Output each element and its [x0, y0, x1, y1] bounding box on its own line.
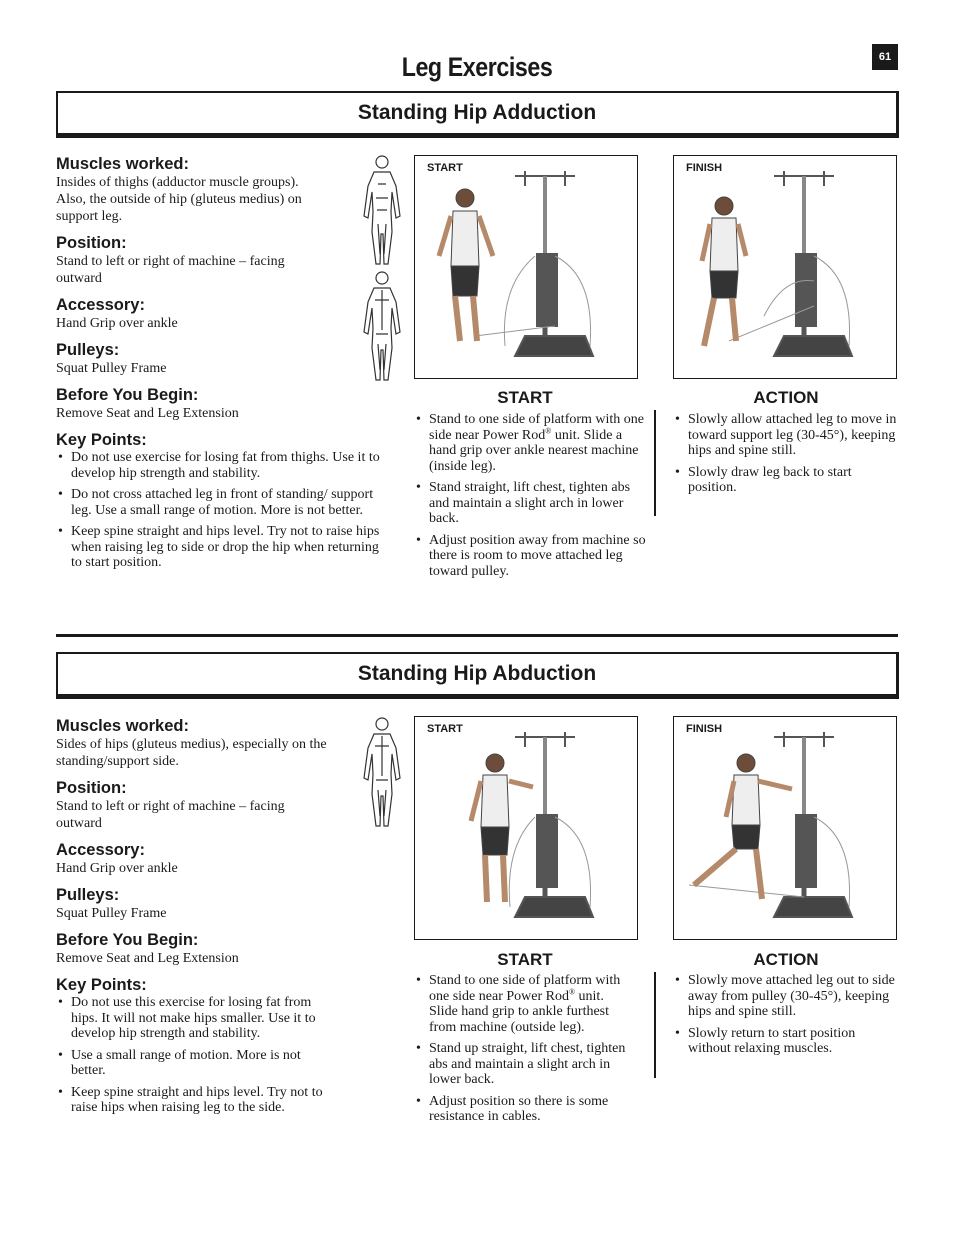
exercise-machine-photo-icon [674, 717, 896, 939]
column-divider [654, 410, 656, 516]
before-label: Before You Begin: [56, 386, 199, 404]
section-divider [56, 634, 898, 637]
action-steps-list [673, 973, 899, 1063]
pulleys-text: Squat Pulley Frame [56, 906, 167, 921]
accessory-text: Hand Grip over ankle [56, 861, 178, 876]
step-text: Stand to one side of platform with one side near Power Rod [429, 412, 645, 443]
start-heading: START [497, 388, 553, 407]
position-label: Position: [56, 234, 127, 252]
before-text: Remove Seat and Leg Extension [56, 406, 239, 421]
photo-start-adduction [414, 155, 638, 379]
section-2-details [56, 717, 386, 1122]
muscles-text: Insides of thighs (adductor muscle groups). Also, the outside of hip (gluteus medius) on support leg. [56, 175, 302, 224]
step-text: Stand to one side of platform with one side near Power Rod [429, 973, 621, 1004]
action-heading: ACTION [753, 388, 819, 407]
list-item: • Stand straight, lift chest, tighten abs and maintain a slight arch in lower back. [414, 480, 650, 527]
key-points-list [56, 995, 338, 1116]
column-divider [654, 972, 656, 1078]
start-steps-list [414, 973, 636, 1131]
pulleys-label: Pulleys: [56, 886, 120, 904]
list-item [414, 973, 636, 1035]
position-text: Stand to left or right of machine – facing outward [56, 254, 285, 286]
list-item: • Slowly allow attached leg to move in toward support leg (30-45°), keeping hips and spine still. [673, 412, 899, 459]
exercise-machine-photo-icon [415, 156, 637, 378]
action-heading: ACTION [753, 950, 819, 969]
section-banner-hip-adduction: Standing Hip Adduction [56, 91, 899, 138]
step-text-tail: unit. Slide hand grip to ankle furthest from machine (outside leg). [429, 988, 610, 1035]
list-item: • Adjust position away from machine so there is room to move attached leg toward pulley. [414, 533, 650, 580]
start-steps-list [414, 412, 650, 585]
position-label: Position: [56, 779, 127, 797]
action-steps-list [673, 412, 899, 502]
photo-start-abduction [414, 716, 638, 940]
list-item: • Do not use this exercise for losing fat from hips. It will not make hips smaller. Use it to develop hip strength and stability. [56, 995, 338, 1042]
page-number-badge: 61 [872, 44, 898, 70]
list-item: • Keep spine straight and hips level. Try not to raise hips when raising leg to the side. [56, 1085, 338, 1116]
before-label: Before You Begin: [56, 931, 199, 949]
photo-finish-abduction [673, 716, 897, 940]
registered-mark: ® [568, 986, 576, 996]
list-item: • Slowly draw leg back to start position. [673, 465, 899, 496]
muscles-label: Muscles worked: [56, 155, 189, 173]
accessory-text: Hand Grip over ankle [56, 316, 178, 331]
photo-finish-adduction [673, 155, 897, 379]
accessory-label: Accessory: [56, 841, 145, 859]
list-item: • Adjust position so there is some resistance in cables. [414, 1094, 636, 1125]
exercise-machine-photo-icon [415, 717, 637, 939]
muscles-text: Sides of hips (gluteus medius), especially on the standing/support side. [56, 737, 327, 769]
accessory-label: Accessory: [56, 296, 145, 314]
pulleys-text: Squat Pulley Frame [56, 361, 167, 376]
keypoints-label: Key Points: [56, 431, 147, 449]
page-title: Leg Exercises [401, 52, 553, 82]
position-text: Stand to left or right of machine – facing outward [56, 799, 285, 831]
list-item: • Stand up straight, lift chest, tighten abs and maintain a slight arch in lower back. [414, 1041, 636, 1088]
list-item: • Slowly move attached leg out to side away from pulley (30-45°), keeping hips and spine still. [673, 973, 899, 1020]
before-text: Remove Seat and Leg Extension [56, 951, 239, 966]
step-text-tail: unit. Slide a hand grip over ankle nearest machine (inside leg). [429, 427, 639, 474]
list-item: • Do not use exercise for losing fat from thighs. Use it to develop hip strength and stability. [56, 450, 382, 481]
photo-start-label: START [427, 723, 463, 735]
list-item: • Do not cross attached leg in front of standing/ support leg. Use a small range of motion. More is not better. [56, 487, 382, 518]
muscle-diagram-front-back-icon [356, 154, 408, 384]
start-heading: START [497, 950, 553, 969]
exercise-machine-photo-icon [674, 156, 896, 378]
list-item [414, 412, 650, 474]
section-banner-hip-abduction: Standing Hip Abduction [56, 652, 899, 699]
registered-mark: ® [545, 425, 552, 435]
photo-finish-label: FINISH [686, 723, 723, 735]
muscle-diagram-back-icon [356, 716, 408, 832]
list-item: • Slowly return to start position without relaxing muscles. [673, 1026, 899, 1057]
keypoints-label: Key Points: [56, 976, 147, 994]
key-points-list [56, 450, 382, 571]
list-item: • Use a small range of motion. More is not better. [56, 1048, 338, 1079]
muscles-label: Muscles worked: [56, 717, 189, 735]
photo-finish-label: FINISH [686, 162, 723, 174]
pulleys-label: Pulleys: [56, 341, 120, 359]
photo-start-label: START [427, 162, 463, 174]
section-1-details [56, 155, 386, 577]
list-item: • Keep spine straight and hips level. Try not to raise hips when raising leg to side or drop the hip when returning to start position. [56, 524, 382, 571]
